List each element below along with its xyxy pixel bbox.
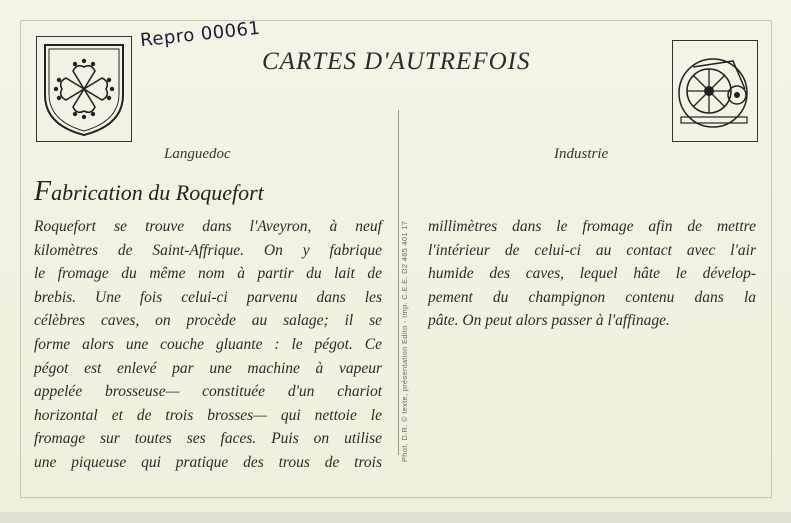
series-title: CARTES D'AUTREFOIS: [262, 48, 531, 75]
text-line: pement du champignon contenu dans la: [428, 288, 756, 306]
text-line: pâte. On peut alors passer à l'affinage.: [428, 312, 670, 330]
text-line: horizontal et de trois brosses— qui nettoie le: [34, 406, 382, 424]
right-category-label: Industrie: [554, 146, 609, 162]
text-line: forme alors une couche gluante : le pégot. Ce: [34, 335, 382, 353]
card-edge: [0, 512, 791, 523]
text-line: fromage sur toutes ses faces. Puis on utilise: [34, 430, 382, 448]
heading-initial: F: [34, 176, 52, 207]
column-divider: [398, 110, 399, 455]
text-line: pégot est enlevé par une machine à vapeur: [34, 359, 382, 377]
gear-wheel-machinery-icon: [672, 40, 758, 142]
text-line: Roquefort se trouve dans l'Aveyron, à neuf: [34, 218, 382, 235]
left-category-label: Languedoc: [164, 146, 231, 162]
text-line: humide des caves, lequel hâte le dévelop-: [428, 265, 756, 283]
text-line: appelée brosseuse— constituée d'un chariot: [34, 383, 382, 401]
text-line: kilomètres de Saint-Affrique. On y fabrique: [34, 241, 382, 259]
right-text-column: [428, 215, 756, 333]
text-line: millimètres dans le fromage afin de mettre: [428, 218, 756, 235]
article-heading: [34, 176, 264, 208]
text-line: l'intérieur de celui-ci au contact avec l'air: [428, 241, 756, 259]
text-line: brebis. Une fois celui-ci parvenu dans les: [34, 288, 382, 306]
text-line: célèbres caves, on procède au salage; il se: [34, 312, 382, 330]
text-line: une piqueuse qui pratique des trous de trois: [34, 453, 382, 471]
handwritten-reference: Repro 00061: [139, 17, 262, 52]
left-text-column: [34, 215, 382, 475]
heading-text: abrication du Roquefort: [51, 180, 264, 205]
text-line: le fromage du même nom à partir du lait de: [34, 265, 382, 283]
print-credit: Phot. D.R. © texte, présentation Edito - Imp. C.E.E. D2 465 401 17: [400, 220, 409, 462]
occitan-cross-shield-icon: [36, 36, 132, 142]
